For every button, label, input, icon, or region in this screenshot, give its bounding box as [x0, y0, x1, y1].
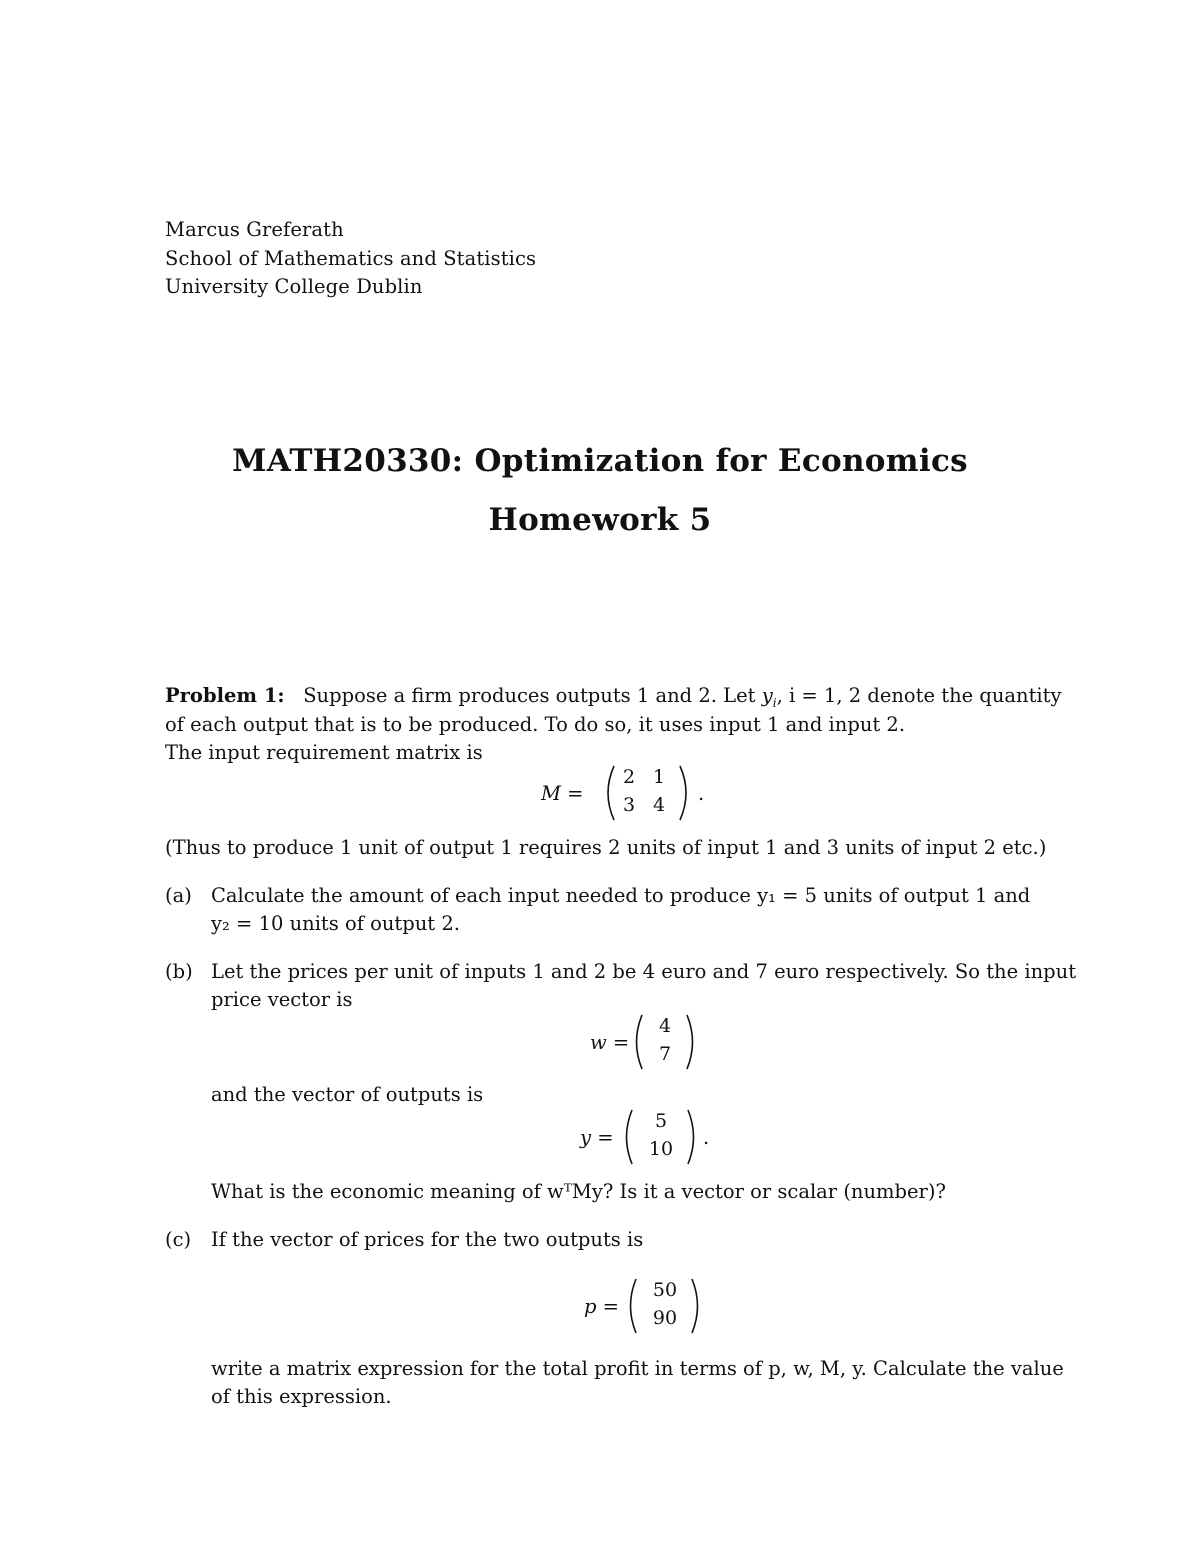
sub-i: i	[772, 695, 777, 710]
part-b-label: (b)	[165, 960, 193, 983]
p-cell: 50	[652, 1279, 678, 1301]
part-b-question: What is the economic meaning of wᵀMy? Is it a vector or scalar (number)?	[211, 1180, 946, 1203]
matrix-parentheses	[600, 764, 696, 822]
w-label: w =	[590, 1031, 630, 1054]
author-school: School of Mathematics and Statistics	[165, 247, 537, 270]
part-c-line2: write a matrix expression for the total profit in terms of p, w, M, y. Calculate the value	[211, 1357, 1064, 1380]
part-c-line3: of this expression.	[211, 1385, 392, 1408]
matrix-period: .	[698, 782, 705, 805]
part-a-label: (a)	[165, 884, 192, 907]
problem1-intro-line2: of each output that is to be produced. To do so, it uses input 1 and input 2.	[165, 713, 906, 736]
matrix-m	[600, 764, 696, 822]
matrix-label: M =	[541, 782, 584, 805]
p-vector	[624, 1277, 704, 1335]
part-b-line2: price vector is	[211, 988, 353, 1011]
w-vector	[630, 1013, 700, 1071]
p-cell: 90	[652, 1307, 678, 1329]
part-b-line1: Let the prices per unit of inputs 1 and 2 be 4 euro and 7 euro respectively. So the input	[211, 960, 1077, 983]
problem1-label: Problem 1:	[165, 684, 285, 707]
author-university: University College Dublin	[165, 275, 423, 298]
matrix-cell: 1	[652, 766, 666, 788]
part-b-line3: and the vector of outputs is	[211, 1083, 484, 1106]
problem1-note: (Thus to produce 1 unit of output 1 requires 2 units of input 1 and 3 units of input 2 etc.)	[165, 836, 1047, 859]
problem1-intro-a: Suppose a firm produces outputs 1 and 2. Let	[303, 684, 762, 707]
part-c-line1: If the vector of prices for the two outputs is	[211, 1228, 644, 1251]
p-label: p =	[584, 1295, 620, 1318]
author-name: Marcus Greferath	[165, 218, 344, 241]
y-cell: 10	[648, 1138, 674, 1160]
part-a-line2: y₂ = 10 units of output 2.	[211, 912, 460, 935]
y-cell: 5	[654, 1110, 668, 1132]
y-vector	[620, 1108, 700, 1166]
problem1-intro-b: , i = 1, 2 denote the quantity	[776, 684, 1062, 707]
y-period: .	[703, 1126, 710, 1149]
matrix-cell: 2	[622, 766, 636, 788]
part-c-label: (c)	[165, 1228, 192, 1251]
homework-title: Homework 5	[488, 502, 712, 538]
w-cell: 4	[658, 1015, 672, 1037]
matrix-cell: 3	[622, 794, 636, 816]
problem1-intro-line3: The input requirement matrix is	[165, 741, 483, 764]
y-label: y =	[580, 1126, 614, 1149]
matrix-cell: 4	[652, 794, 666, 816]
part-a-line1: Calculate the amount of each input needed to produce y₁ = 5 units of output 1 and	[211, 884, 1031, 907]
course-title: MATH20330: Optimization for Economics	[232, 443, 968, 479]
problem1-intro-line1	[165, 684, 1062, 710]
w-cell: 7	[658, 1043, 672, 1065]
var-y: y	[761, 684, 773, 707]
